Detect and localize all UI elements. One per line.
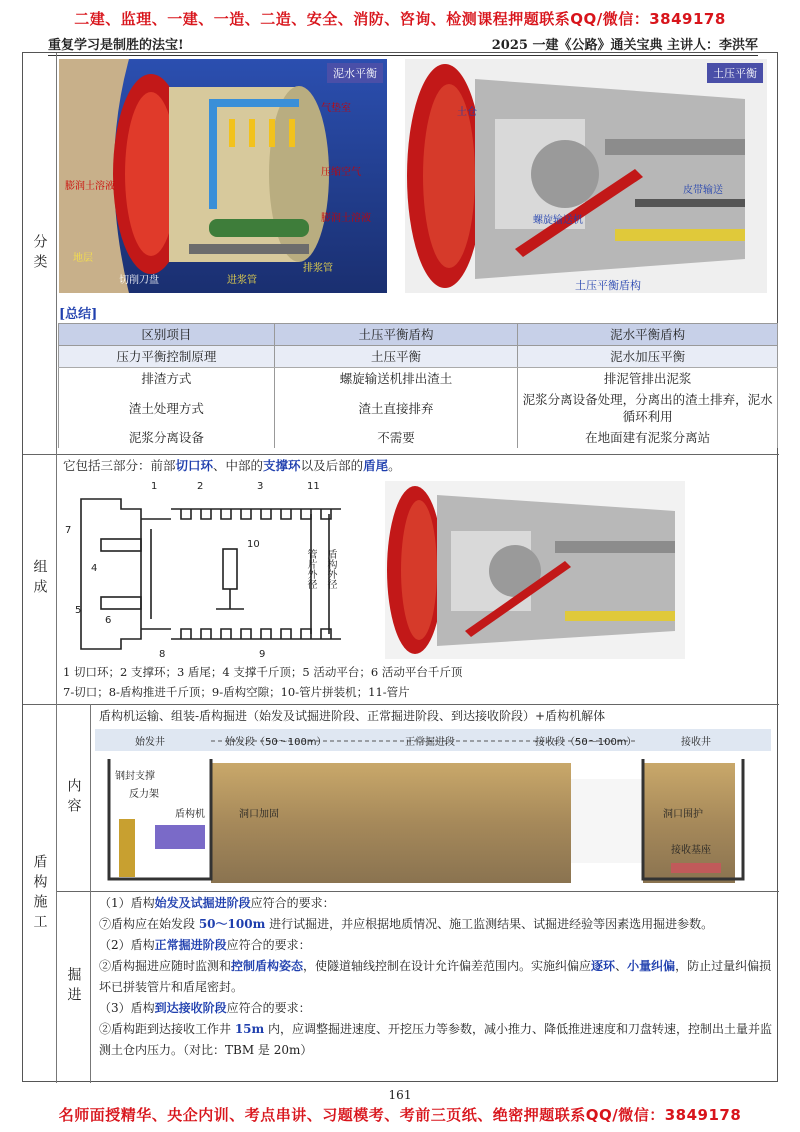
table-cell: 土压平衡 <box>274 346 518 368</box>
term-tail: 盾尾 <box>363 458 389 473</box>
table-cell: 渣土直接排弃 <box>274 389 518 427</box>
highlight: 始发及试掘进阶段 <box>154 896 251 910</box>
table-cell: 泥水加压平衡 <box>518 346 778 368</box>
text: （2）盾构 <box>99 938 155 952</box>
table-cell: 渣土处理方式 <box>59 389 275 427</box>
label-soil-chamber: 土仓 <box>457 107 477 118</box>
label-compressed-air: 压缩空气 <box>321 167 361 178</box>
label-receive-shaft: 接收井 <box>681 737 711 748</box>
label-strata: 地层 <box>73 253 93 264</box>
text: （1）盾构 <box>99 896 155 910</box>
table-header-row <box>59 324 778 346</box>
highlight: 到达接收阶段 <box>154 1001 227 1015</box>
label-screw-conveyor: 螺旋输送机 <box>533 215 583 226</box>
highlight: 50～100m <box>198 917 266 931</box>
table-header: 泥水平衡盾构 <box>518 324 778 346</box>
construction-diagram <box>95 729 771 885</box>
table-row <box>59 346 778 368</box>
epb-shield-image <box>405 59 767 293</box>
schematic-num: 9 <box>259 649 266 659</box>
text: 进行试掘进，并应根据地质情况、施工监测结果、试掘进经验等因素选用掘进参数。 <box>265 917 714 931</box>
label-air-chamber: 气垫室 <box>321 103 351 114</box>
legend-line-2: 7-切口；8-盾构推进千斤顶；9-盾构空隙；10-管片拼装机；11-管片 <box>63 685 410 699</box>
highlight: 小量纠偏 <box>627 959 676 973</box>
schematic-num: 5 <box>75 605 82 616</box>
compose-intro <box>63 455 763 477</box>
content-frame <box>22 52 778 1082</box>
schematic-num: 2 <box>197 481 204 492</box>
book-title: 2025 一建《公路》通关宝典 主讲人：李洪军 <box>491 38 758 53</box>
comparison-table <box>58 323 778 448</box>
section-label-construct: 盾构施工 <box>23 704 57 1083</box>
summary-title: [总结] <box>59 307 98 322</box>
schematic-num: 3 <box>257 481 264 492</box>
table-cell: 排渣方式 <box>59 368 275 390</box>
segment-diameter-label: 管片外径 <box>305 549 316 589</box>
intro-text: 以及后部的 <box>300 458 364 473</box>
schematic-num: 11 <box>307 481 320 492</box>
slurry-shield-image <box>59 59 387 293</box>
table-row <box>59 389 778 427</box>
shield-3d-illustration <box>385 481 685 659</box>
term-support-ring: 支撑环 <box>263 458 301 473</box>
table-cell: 不需要 <box>274 427 518 448</box>
advance-text <box>99 893 775 1061</box>
label-outlet-pipe: 排浆管 <box>303 263 333 274</box>
section-label-compose: 组成 <box>23 454 57 704</box>
text: 内，应调整掘进速度、开挖压力等参数，减小推力、降低推进速度和刀盘转速，控制出土量并监测土仓内压力。（对比：TBM 是 20m） <box>99 1022 773 1057</box>
top-banner: 二建、监理、一建、一造、二造、安全、消防、咨询、检测课程押题联系QQ/微信：3849178 <box>74 10 726 28</box>
label-shield-machine: 盾构机 <box>175 809 205 820</box>
label-reaction-frame: 反力架 <box>129 789 159 800</box>
text: 应符合的要求： <box>226 1001 311 1015</box>
shield-3d-image <box>385 481 685 659</box>
label-bentonite-right: 膨润土溶液 <box>321 213 371 224</box>
epb-tag: 土压平衡 <box>707 63 763 83</box>
advance-para <box>99 956 775 998</box>
table-header: 区别项目 <box>59 324 275 346</box>
advance-para <box>99 914 775 935</box>
subsection-divider <box>57 891 779 892</box>
table-header: 土压平衡盾构 <box>274 324 518 346</box>
table-row <box>59 427 778 448</box>
label-bentonite-left: 膨润土溶液 <box>65 181 115 192</box>
legend-line-1: 1 切口环；2 支撑环；3 盾尾；4 支撑千斤顶；5 活动平台；6 活动平台千斤顶 <box>63 665 463 679</box>
shield-schematic <box>61 479 361 659</box>
slurry-tag: 泥水平衡 <box>327 63 383 83</box>
advance-para <box>99 935 775 956</box>
schematic-num: 4 <box>91 563 98 574</box>
label-portal-guard: 洞口围护 <box>663 809 703 820</box>
schematic-num: 7 <box>65 525 72 536</box>
table-row <box>59 368 778 390</box>
schematic-num: 10 <box>247 539 260 550</box>
advance-para <box>99 998 775 1019</box>
text: ②盾构距到达接收工作井 <box>99 1022 235 1036</box>
slogan: 重复学习是制胜的法宝! <box>48 38 184 53</box>
schematic-num: 1 <box>151 481 158 492</box>
section-label-classify: 分类 <box>23 53 57 454</box>
highlight: 逐环 <box>591 959 616 973</box>
label-steel-support: 钢封支撑 <box>115 771 155 782</box>
bottom-banner: 名师面授精华、央企内训、考点串讲、习题模考、考前三页纸、绝密押题联系QQ/微信：3849178 <box>58 1106 742 1124</box>
sub-label-content: 内容 <box>57 704 91 891</box>
label-belt-conveyor: 皮带输送 <box>683 185 723 196</box>
intro-text: 、中部的 <box>213 458 264 473</box>
label-receive-stage: 接收段（50～100m） <box>535 737 637 748</box>
intro-text: 。 <box>388 458 401 473</box>
label-cutter-disk: 切削刀盘 <box>119 275 159 286</box>
advance-para <box>99 893 775 914</box>
label-start-shaft: 始发井 <box>135 737 165 748</box>
highlight: 控制盾构姿态 <box>231 959 304 973</box>
table-cell: 螺旋输送机排出渣土 <box>274 368 518 390</box>
epb-shield-illustration <box>405 59 767 293</box>
label-receive-base: 接收基座 <box>671 845 711 856</box>
text: ⑦盾构应在始发段 <box>99 917 199 931</box>
table-cell: 在地面建有泥浆分离站 <box>518 427 778 448</box>
label-inlet-pipe: 进浆管 <box>227 275 257 286</box>
shield-diameter-label: 盾构外径 <box>325 549 336 589</box>
label-portal-reinforcement: 洞口加固 <box>239 809 279 820</box>
text: 、 <box>615 959 628 973</box>
highlight: 正常掘进阶段 <box>154 938 227 952</box>
table-cell: 泥浆分离设备 <box>59 427 275 448</box>
page-number: 161 <box>388 1088 412 1102</box>
schematic-num: 6 <box>105 615 112 626</box>
text: ②盾构掘进应随时监测和 <box>99 959 232 973</box>
text: ，使隧道轴线控制在设计允许偏差范围内。实施纠偏应 <box>303 959 592 973</box>
sub-label-advance: 掘进 <box>57 891 91 1083</box>
term-cutting-ring: 切口环 <box>175 458 214 473</box>
content-text: 盾构机运输、组装-盾构掘进（始发及试掘进阶段、正常掘进阶段、到达接收阶段）+盾构机解体 <box>99 709 606 723</box>
table-cell: 压力平衡控制原理 <box>59 346 275 368</box>
label-epb-shield: 土压平衡盾构 <box>575 279 641 292</box>
intro-text: 它包括三部分：前部 <box>63 458 176 473</box>
highlight: 15m <box>234 1022 265 1036</box>
label-start-stage: 始发段（50～100m） <box>225 737 327 748</box>
text: 应符合的要求： <box>250 896 335 910</box>
text: ，防止过量纠偏损坏已拼装管片和盾尾密封。 <box>99 959 772 994</box>
text: 应符合的要求： <box>226 938 311 952</box>
table-cell: 排泥管排出泥浆 <box>518 368 778 390</box>
schematic-num: 8 <box>159 649 166 659</box>
advance-para <box>99 1019 775 1061</box>
table-cell: 泥浆分离设备处理，分离出的渣土排弃，泥水循环利用 <box>518 389 778 427</box>
label-normal-stage: 正常掘进段 <box>405 737 455 748</box>
text: （3）盾构 <box>99 1001 155 1015</box>
